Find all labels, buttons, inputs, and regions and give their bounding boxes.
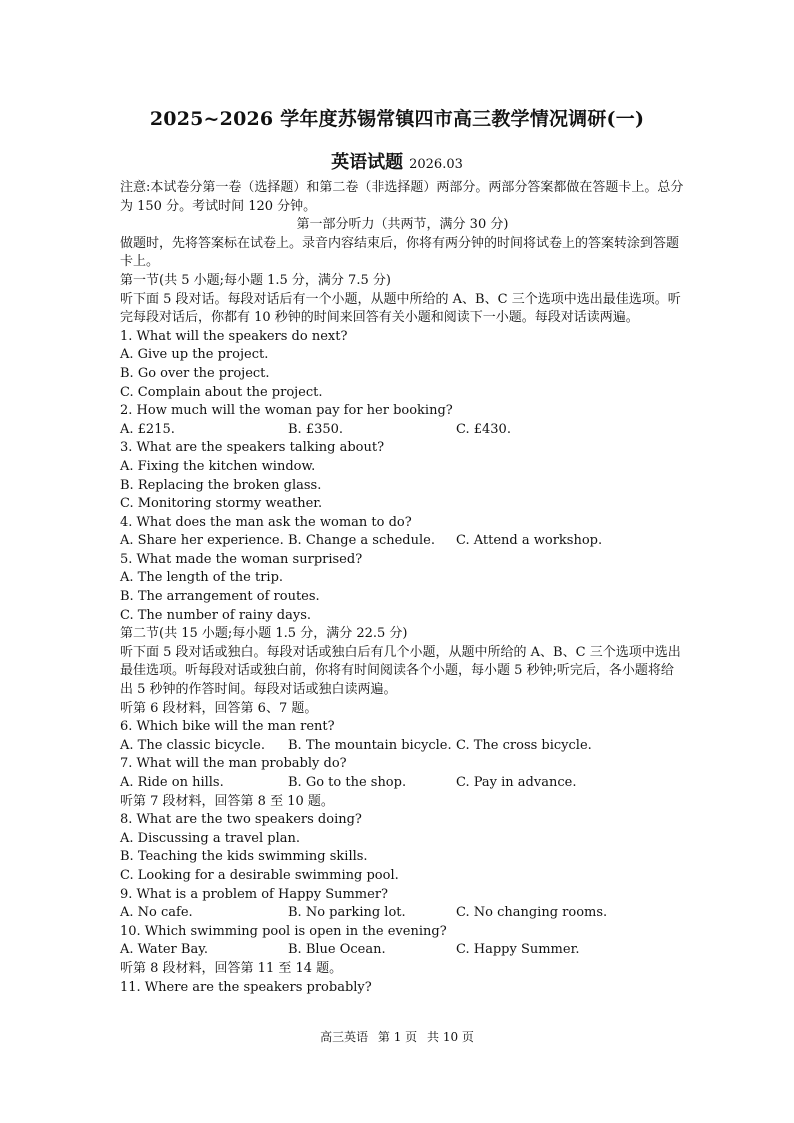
question-2-option-b: B. £350. [288, 421, 344, 437]
question-10-option-a: A. Water Bay. [120, 942, 208, 958]
question-10-option-b: B. Blue Ocean. [288, 942, 386, 958]
question-8-option-c: C. Looking for a desirable swimming pool. [120, 867, 399, 883]
footer-subject: 高三英语 [320, 1030, 369, 1044]
page-footer [0, 1028, 794, 1045]
question-1-option-c: C. Complain about the project. [120, 384, 323, 400]
question-9-option-a: A. No cafe. [120, 905, 193, 921]
question-4-options [120, 532, 685, 551]
question-6-option-c: C. The cross bicycle. [456, 737, 592, 753]
question-10-option-c: C. Happy Summer. [456, 942, 580, 958]
question-9-option-b: B. No parking lot. [288, 905, 406, 921]
question-7-option-c: C. Pay in advance. [456, 775, 577, 790]
question-8-option-b: B. Teaching the kids swimming skills. [120, 849, 368, 865]
question-1-stem: 1. What will the speakers do next? [120, 328, 348, 344]
question-7-option-a: A. Ride on hills. [120, 775, 224, 790]
question-5-option-a: A. The length of the trip. [120, 570, 284, 586]
question-8-option-a: A. Discussing a travel plan. [120, 830, 301, 846]
section1-instruction: 听下面 5 段对话。每段对话后有一个小题，从题中所给的 A、B、C 三个选项中选出最佳选项。听完每段对话后，你都有 10 秒钟的时间来回答有关小题和阅读下一小题。每段对话读两遍。 [120, 291, 681, 326]
question-3-option-c: C. Monitoring stormy weather. [120, 496, 323, 512]
question-4-stem: 4. What does the man ask the woman to do? [120, 514, 412, 530]
question-9-stem: 9. What is a problem of Happy Summer? [120, 886, 389, 902]
question-4-option-b: B. Change a schedule. [288, 533, 435, 549]
exam-subtitle [0, 148, 794, 174]
notice: 注意:本试卷分第一卷（选择题）和第二卷（非选择题）两部分。两部分答案都做在答题卡上。总分为 150 分。考试时间 120 分钟。 [120, 180, 684, 214]
question-6-option-a: A. The classic bicycle. [120, 737, 265, 753]
question-2-stem: 2. How much will the woman pay for her booking? [120, 403, 453, 419]
question-5-option-b: B. The arrangement of routes. [120, 589, 320, 605]
question-5-option-c: C. The number of rainy days. [120, 607, 312, 623]
footer-page-number: 第 1 页 [377, 1030, 418, 1044]
question-7-options [120, 774, 685, 793]
question-6-options [120, 737, 685, 756]
question-1-option-a: A. Give up the project. [120, 347, 269, 363]
question-9-option-c: C. No changing rooms. [456, 905, 608, 921]
question-1-option-b: B. Go over the project. [120, 365, 270, 381]
section2-instruction: 听下面 5 段对话或独白。每段对话或独白后有几个小题，从题中所给的 A、B、C 三个选项中选出最佳选项。听每段对话或独白前，你将有时间阅读各个小题，每小题 5 秒钟;听完后，各小题将给出 5 秒钟的作答时间。每段对话或独白读两遍。 [120, 644, 681, 698]
question-4-option-c: C. Attend a workshop. [456, 533, 603, 549]
question-8-stem: 8. What are the two speakers doing? [120, 812, 362, 828]
footer-total-pages: 共 10 页 [427, 1030, 474, 1044]
question-5-stem: 5. What made the woman surprised? [120, 551, 363, 567]
section2-heading: 第二节(共 15 小题;每小题 1.5 分，满分 22.5 分) [120, 626, 408, 642]
part1-heading: 第一部分听力（共两节，满分 30 分) [296, 217, 509, 233]
material-6-note: 听第 6 段材料，回答第 6、7 题。 [120, 700, 318, 716]
question-4-option-a: A. Share her experience. [120, 533, 284, 549]
question-3-stem: 3. What are the speakers talking about? [120, 440, 385, 456]
part1-instruction: 做题时，先将答案标在试卷上。录音内容结束后，你将有两分钟的时间将试卷上的答案转涂到答题卡上。 [120, 235, 680, 270]
question-10-options [120, 941, 685, 960]
section1-heading: 第一节(共 5 小题;每小题 1.5 分，满分 7.5 分) [120, 272, 391, 288]
subject-title: 英语试题 [331, 152, 404, 173]
question-3-option-b: B. Replacing the broken glass. [120, 477, 322, 493]
exam-date: 2026.03 [409, 157, 463, 172]
question-6-stem: 6. Which bike will the man rent? [120, 719, 335, 735]
question-7-option-b: B. Go to the shop. [288, 775, 407, 790]
question-2-option-c: C. £430. [456, 421, 511, 437]
question-7-stem: 7. What will the man probably do? [120, 756, 347, 772]
exam-title: 2025~2026 学年度苏锡常镇四市高三教学情况调研(一) [149, 108, 645, 130]
question-6-option-b: B. The mountain bicycle. [288, 737, 452, 753]
question-2-option-a: A. £215. [120, 421, 175, 437]
exam-body [120, 179, 685, 997]
question-11-stem: 11. Where are the speakers probably? [120, 979, 372, 995]
question-2-options [120, 421, 685, 440]
material-7-note: 听第 7 段材料，回答第 8 至 10 题。 [120, 793, 334, 809]
question-9-options [120, 904, 685, 923]
question-10-stem: 10. Which swimming pool is open in the evening? [120, 923, 447, 939]
question-3-option-a: A. Fixing the kitchen window. [120, 458, 316, 474]
material-8-note: 听第 8 段材料，回答第 11 至 14 题。 [120, 960, 343, 976]
